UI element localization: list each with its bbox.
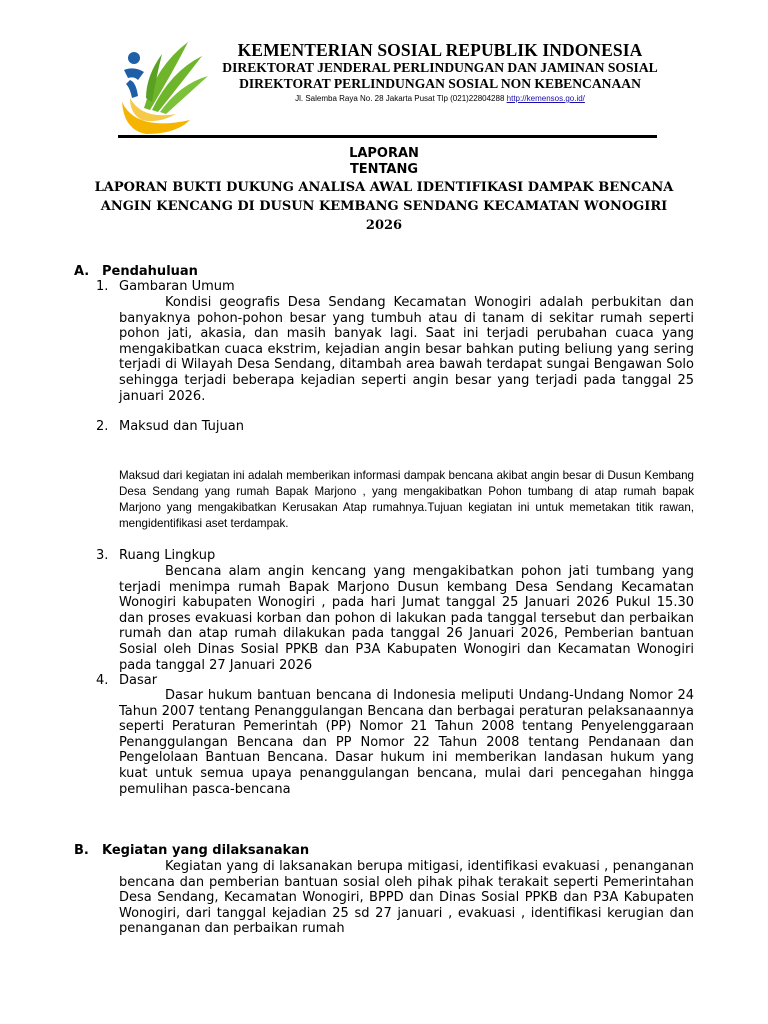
directorate-general-name: DIREKTORAT JENDERAL PERLINDUNGAN DAN JAMINAN SOSIAL [222, 60, 658, 75]
item-1-paragraph: Kondisi geografis Desa Sendang Kecamatan Wonogiri adalah perbukitan dan banyaknya pohon-pohon besar yang tumbuh atau di tanam di sekitar rumah seperti pohon jati, akasia, dan masih banyak lagi. Saat ini terjadi perubahan cuaca yang mengakibatkan cuaca ekstrim, kejadian angin besar bahkan puting beliung yang sering terjadi di Wilayah Desa Sendang, ditambah area bawah terdapat sungai Bengawan Solo sehingga terjadi beberapa kejadian seperti angin besar yang terjadi pada tanggal 25 januari 2026. [119, 295, 694, 404]
item-2-title: Maksud dan Tujuan [119, 419, 244, 434]
letterhead-divider [118, 135, 657, 138]
item-3-heading [96, 548, 215, 564]
website-link[interactable]: http://kemensos.go.id/ [506, 94, 585, 103]
report-subtitle: TENTANG [349, 162, 419, 177]
item-1-heading [96, 279, 235, 295]
item-2-number: 2. [96, 419, 109, 434]
section-b-letter: B. [74, 843, 89, 858]
ministry-name: KEMENTERIAN SOSIAL REPUBLIK INDONESIA [237, 40, 643, 60]
item-3-paragraph: Bencana alam angin kencang yang mengakibatkan pohon jati tumbang yang terjadi menimpa rumah Bapak Marjono Dusun kembang Desa Sendang Kecamatan Wonogiri kabupaten Wonogiri , pada hari Jumat tanggal 25 Januari 2026 Pukul 15.30 dan proses evakuasi korban dan pohon di lakukan pada tanggal tersebut dan perbaikan rumah dan atap rumah dilakukan pada tanggal 26 Januari 2026, Pemberian bantuan Sosial oleh Dinas Sosial PPKB dan P3A Kabupaten Wonogiri dan Kecamatan Wonogiri pada tanggal 27 Januari 2026 [119, 564, 694, 673]
item-3-number: 3. [96, 548, 109, 563]
section-b-title: Kegiatan yang dilaksanakan [102, 843, 310, 858]
section-a-title: Pendahuluan [102, 264, 198, 279]
report-title-line2: ANGIN KENCANG DI DUSUN KEMBANG SENDANG KECAMATAN WONOGIRI [100, 199, 668, 214]
letterhead-text [212, 40, 668, 105]
section-a-letter: A. [74, 264, 90, 279]
item-3-title: Ruang Lingkup [119, 548, 216, 563]
item-4-heading [96, 673, 157, 689]
report-title [60, 178, 708, 235]
letterhead-address [212, 93, 668, 105]
item-2-heading [96, 419, 244, 435]
item-1-title: Gambaran Umum [119, 279, 235, 294]
directorate-name: DIREKTORAT PERLINDUNGAN SOSIAL NON KEBENCANAAN [239, 76, 641, 91]
item-1-number: 1. [96, 279, 109, 294]
section-a-heading [74, 264, 198, 280]
item-4-paragraph: Dasar hukum bantuan bencana di Indonesia meliputi Undang-Undang Nomor 24 Tahun 2007 tentang Penanggulangan Bencana dan berbagai peraturan pelaksanaannya seperti Peraturan Pemerintah (PP) Nomor 21 Tahun 2008 tentang Penyelenggaraan Penanggulangan Bencana dan PP Nomor 22 Tahun 2008 tentang Pendanaan dan Pengelolaan Bantuan Bencana. Dasar hukum ini memberikan landasan hukum yang kuat untuk semua upaya penanggulangan bencana, mulai dari pencegahan hingga pemulihan pasca-bencana [119, 688, 694, 797]
address-text: Jl. Salemba Raya No. 28 Jakarta Pusat Tlp (021)22804288 [295, 94, 505, 103]
report-title-line3: 2026 [365, 218, 403, 233]
kemensos-logo [116, 36, 212, 140]
section-b-heading [74, 843, 309, 859]
section-b-paragraph: Kegiatan yang di laksanakan berupa mitigasi, identifikasi evakuasi , penanganan bencana dan pemberian bantuan sosial oleh pihak pihak terakait seperti Pemerintahan Desa Sendang, Kecamatan Wonogiri, BPPD dan Dinas Sosial PPKB dan P3A Kabupaten Wonogiri, dari tanggal kejadian 25 sd 27 januari , evakuasi , identifikasi kerugian dan penanganan dan perbaikan rumah [119, 859, 694, 937]
report-title-line1: LAPORAN BUKTI DUKUNG ANALISA AWAL IDENTIFIKASI DAMPAK BENCANA [94, 180, 674, 195]
item-2-paragraph: Maksud dari kegiatan ini adalah memberikan informasi dampak bencana akibat angin besar di Dusun Kembang Desa Sendang yang rumah Bapak Marjono , yang mengakibatkan Pohon tumbang di atap rumah bapak Marjono yang mengakibatkan Kerusakan Atap rumahnya.Tujuan kegiatan ini untuk memetakan titik rawan, mengidentifikasi aset terdampak. [119, 469, 694, 530]
item-4-number: 4. [96, 673, 109, 688]
report-label: LAPORAN [349, 146, 419, 161]
item-4-title: Dasar [119, 673, 158, 688]
